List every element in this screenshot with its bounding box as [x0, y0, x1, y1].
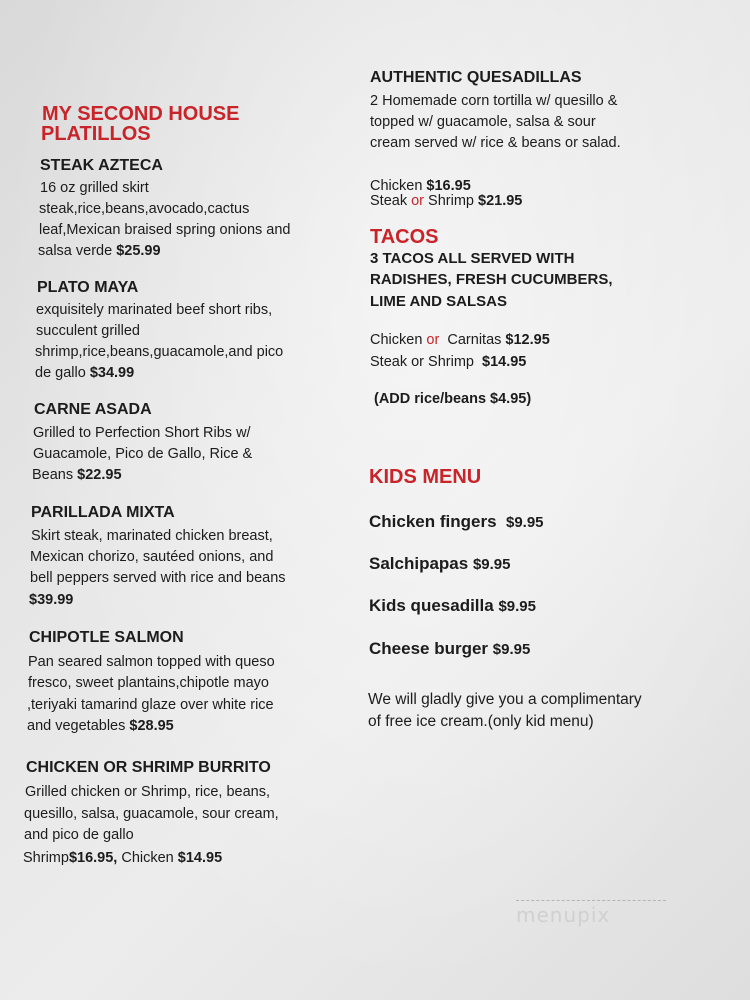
item-desc-price — [27, 716, 174, 737]
item-desc: Skirt steak, marinated chicken breast, — [31, 528, 273, 544]
item-option: Shrimp — [424, 193, 479, 209]
item-desc-price — [32, 465, 122, 486]
item-price: $16.95, — [68, 850, 118, 866]
item-desc: and vegetables — [27, 718, 126, 734]
item-price: $9.95 — [492, 641, 531, 658]
section-title-line1: MY SECOND HOUSE — [42, 103, 240, 125]
item-desc: Mexican chorizo, sautéed onions, and — [30, 549, 274, 565]
item-price: $28.95 — [129, 718, 174, 734]
item-desc-price — [35, 363, 134, 384]
add-on-note: (ADD rice/beans $4.95) — [374, 391, 532, 407]
item-price: $21.95 — [478, 193, 523, 209]
item-desc: steak,rice,beans,avocado,cactus — [39, 201, 250, 217]
item-desc: Grilled chicken or Shrimp, rice, beans, — [25, 784, 270, 800]
item-option: Carnitas — [439, 332, 506, 348]
watermark-logo: menupix — [516, 900, 666, 937]
price-line — [370, 330, 550, 351]
item-option: Steak or Shrimp — [370, 354, 483, 370]
or-text: or — [426, 332, 440, 348]
item-name: AUTHENTIC QUESADILLAS — [370, 69, 582, 86]
item-desc: cream served w/ rice & beans or salad. — [370, 135, 621, 151]
kids-item — [369, 639, 530, 659]
item-price: $14.95 — [177, 850, 223, 866]
item-desc: fresco, sweet plantains,chipotle mayo — [28, 675, 269, 691]
item-desc: Beans — [32, 467, 74, 483]
kids-item — [369, 596, 536, 616]
item-desc: Guacamole, Pico de Gallo, Rice & — [33, 446, 253, 462]
item-desc: ,teriyaki tamarind glaze over white rice — [27, 697, 274, 713]
item-desc: leaf,Mexican braised spring onions and — [39, 222, 291, 238]
item-name: STEAK AZTECA — [40, 157, 163, 174]
item-desc: 16 oz grilled skirt — [40, 180, 149, 196]
or-text: or — [411, 193, 425, 209]
item-desc: de gallo — [35, 365, 86, 381]
item-price: $12.95 — [505, 332, 550, 348]
section-title-line2: PLATILLOS — [41, 123, 151, 145]
item-desc: 3 TACOS ALL SERVED WITH — [370, 250, 575, 267]
item-name: CARNE ASADA — [34, 401, 152, 418]
kids-note: We will gladly give you a complimentary — [368, 691, 642, 708]
item-name: PLATO MAYA — [37, 279, 139, 296]
item-price: $9.95 — [498, 598, 536, 615]
item-desc-price — [38, 241, 161, 262]
item-desc: Grilled to Perfection Short Ribs w/ — [33, 425, 251, 441]
item-price: $22.95 — [77, 467, 122, 483]
item-name: Salchipapas — [369, 554, 473, 573]
item-desc: Pan seared salmon topped with queso — [28, 654, 275, 670]
item-option: Chicken — [370, 332, 427, 348]
item-name: PARILLADA MIXTA — [31, 504, 175, 521]
item-prices — [23, 848, 222, 869]
item-desc: Chicken — [117, 850, 178, 866]
item-name: Cheese burger — [369, 639, 493, 658]
item-desc: LIME AND SALSAS — [370, 293, 507, 310]
section-title: TACOS — [370, 226, 439, 248]
item-desc: and pico de gallo — [24, 827, 134, 843]
item-desc: succulent grilled — [36, 323, 140, 339]
kids-note: of free ice cream.(only kid menu) — [368, 713, 594, 730]
item-name: Kids quesadilla — [369, 596, 499, 615]
item-desc: topped w/ guacamole, salsa & sour — [370, 114, 596, 130]
item-price: $14.95 — [482, 354, 527, 370]
price-line — [370, 191, 522, 212]
item-price: $34.99 — [89, 365, 135, 381]
item-desc: salsa verde — [38, 243, 113, 259]
item-desc: Shrimp — [23, 850, 69, 866]
item-name: Chicken fingers — [369, 512, 506, 531]
item-name: CHIPOTLE SALMON — [29, 629, 184, 646]
item-desc: bell peppers served with rice and beans — [30, 570, 286, 586]
item-desc: shrimp,rice,beans,guacamole,and pico — [35, 344, 284, 360]
item-option: Steak — [370, 193, 412, 209]
item-price: $25.99 — [116, 243, 161, 259]
item-desc: RADISHES, FRESH CUCUMBERS, — [370, 271, 613, 288]
kids-item — [369, 554, 510, 574]
item-desc: exquisitely marinated beef short ribs, — [36, 302, 273, 318]
item-desc: quesillo, salsa, guacamole, sour cream, — [24, 806, 279, 822]
item-price: $39.99 — [29, 592, 74, 608]
item-option: Chicken — [370, 178, 427, 194]
item-price: $9.95 — [472, 556, 511, 573]
item-price: $9.95 — [505, 514, 544, 531]
kids-item — [369, 512, 544, 532]
item-name: CHICKEN OR SHRIMP BURRITO — [26, 759, 271, 776]
section-title: KIDS MENU — [369, 466, 482, 488]
item-price: $16.95 — [426, 178, 471, 194]
item-desc: 2 Homemade corn tortilla w/ quesillo & — [370, 93, 618, 109]
price-line — [370, 352, 526, 373]
